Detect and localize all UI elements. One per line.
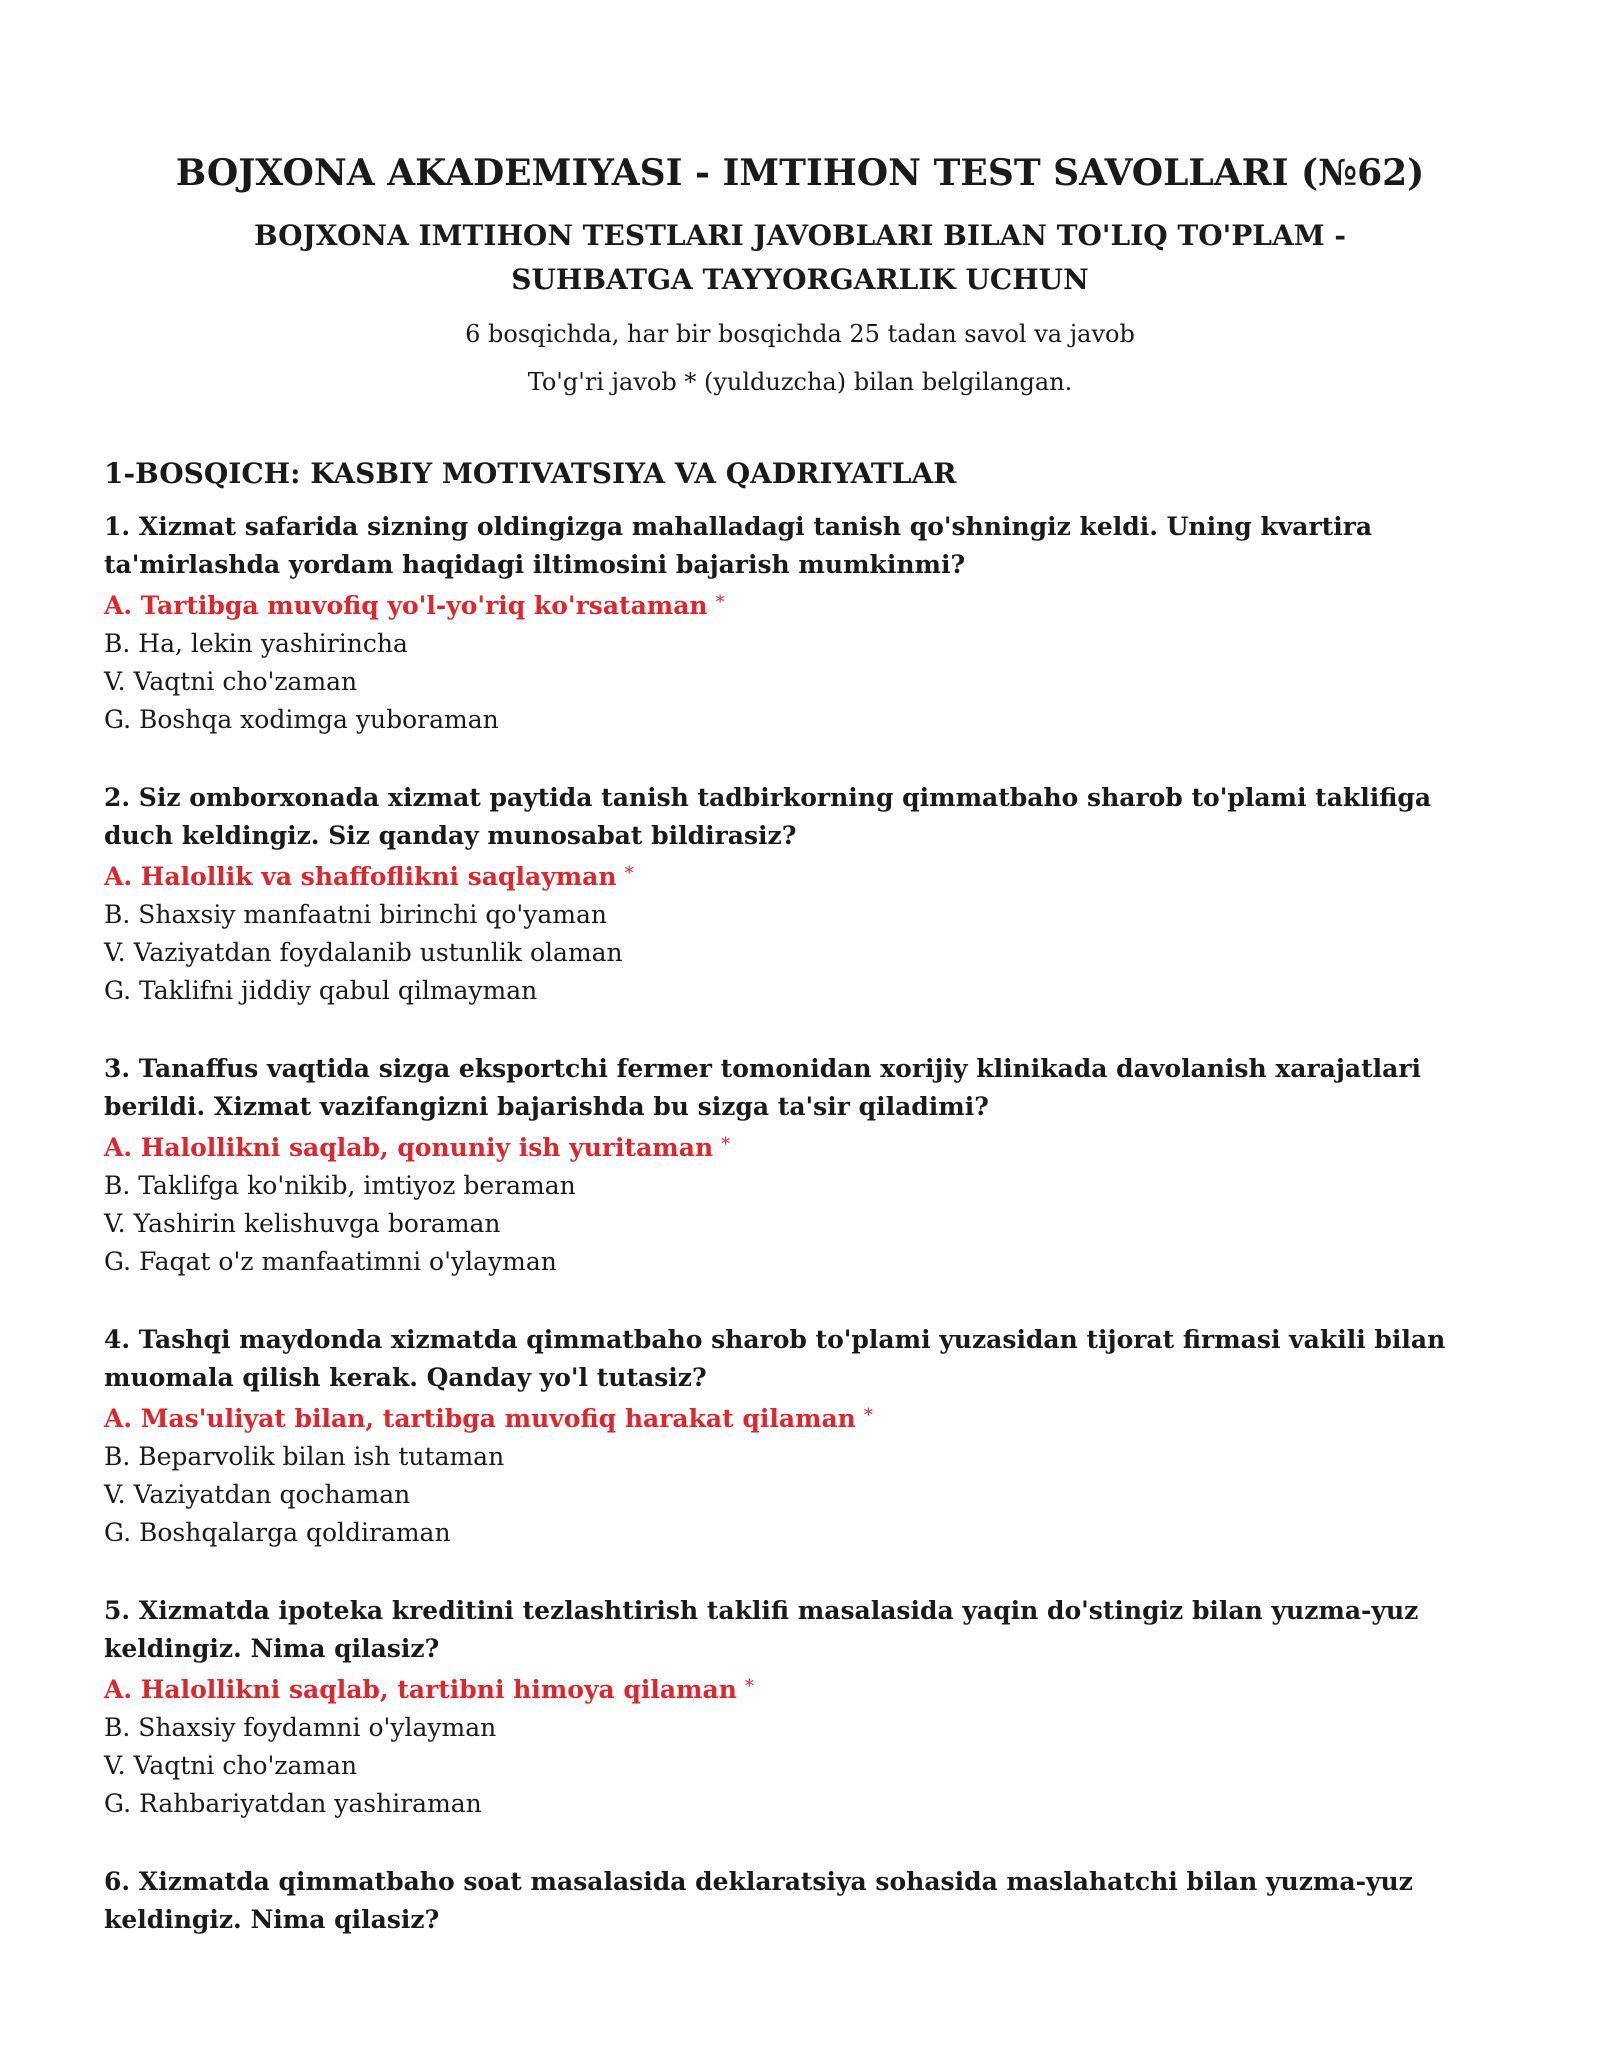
question-1 xyxy=(104,508,1496,739)
correct-marker: * xyxy=(715,592,725,613)
question-text: 1. Xizmat safarida sizning oldingizga mahalladagi tanish qo'shningiz keldi. Uning kvartira ta'mirlashda yordam haqidagi iltimosini bajarish mumkinmi? xyxy=(104,512,1373,579)
answer-option-b: B. Beparvolik bilan ish tutaman xyxy=(104,1442,505,1471)
answer-label: A. Halollik va shaffoflikni saqlayman xyxy=(104,862,617,891)
answer-option-g: G. Faqat o'z manfaatimni o'ylayman xyxy=(104,1247,557,1276)
answer-label: A. Tartibga muvofiq yo'l-yo'riq ko'rsataman xyxy=(104,591,708,620)
question-2 xyxy=(104,779,1496,1010)
answer-options xyxy=(104,1668,1496,1823)
answer-option-g: G. Taklifni jiddiy qabul qilmayman xyxy=(104,976,538,1005)
correct-answer xyxy=(104,1397,1496,1438)
answer-option-b: B. Taklifga ko'nikib, imtiyoz beraman xyxy=(104,1171,576,1200)
answer-option-v: V. Vaqtni cho'zaman xyxy=(104,1751,358,1780)
answer-option-v: V. Vaziyatdan qochaman xyxy=(104,1480,411,1509)
answer-option-v: V. Vaziyatdan foydalanib ustunlik olaman xyxy=(104,938,623,967)
answer-options xyxy=(104,584,1496,739)
answer-option-g: G. Boshqa xodimga yuboraman xyxy=(104,705,499,734)
answer-option-g: G. Boshqalarga qoldiraman xyxy=(104,1518,451,1547)
question-4 xyxy=(104,1321,1496,1552)
question-text: 6. Xizmatda qimmatbaho soat masalasida deklaratsiya sohasida maslahatchi bilan yuzma-yuz keldingiz. Nima qilasiz? xyxy=(104,1867,1413,1934)
document-title: BOJXONA AKADEMIYASI - IMTIHON TEST SAVOLLARI (№62) xyxy=(175,152,1425,194)
answer-option-g: G. Rahbariyatdan yashiraman xyxy=(104,1789,482,1818)
question-text: 5. Xizmatda ipoteka kreditini tezlashtirish taklifi masalasida yaqin do'stingiz bilan yuzma-yuz keldingiz. Nima qilasiz? xyxy=(104,1596,1419,1663)
question-text: 3. Tanaffus vaqtida sizga eksportchi fermer tomonidan xorijiy klinikada davolanish xarajatlari berildi. Xizmat vazifangizni bajarishda bu sizga ta'sir qiladimi? xyxy=(104,1054,1422,1121)
question-3 xyxy=(104,1050,1496,1281)
correct-marker: * xyxy=(863,1405,873,1426)
correct-answer xyxy=(104,1126,1496,1167)
answer-option-b: B. Ha, lekin yashirincha xyxy=(104,629,408,658)
answer-options xyxy=(104,1397,1496,1552)
answer-option-v: V. Yashirin kelishuvga boraman xyxy=(104,1209,501,1238)
correct-marker: * xyxy=(721,1134,731,1155)
document-subtitle: BOJXONA IMTIHON TESTLARI JAVOBLARI BILAN TO'LIQ TO'PLAM - SUHBATGA TAYYORGARLIK UCHUN xyxy=(253,219,1347,296)
correct-answer xyxy=(104,855,1496,896)
correct-marker: * xyxy=(624,863,634,884)
question-text: 4. Tashqi maydonda xizmatda qimmatbaho sharob to'plami yuzasidan tijorat firmasi vakili bilan muomala qilish kerak. Qanday yo'l tutasiz? xyxy=(104,1325,1446,1392)
question-6 xyxy=(104,1863,1496,1939)
answer-label: A. Mas'uliyat bilan, tartibga muvofiq harakat qilaman xyxy=(104,1404,856,1433)
answer-option-b: B. Shaxsiy manfaatni birinchi qo'yaman xyxy=(104,900,608,929)
answer-option-v: V. Vaqtni cho'zaman xyxy=(104,667,358,696)
answer-option-b: B. Shaxsiy foydamni o'ylayman xyxy=(104,1713,497,1742)
correct-answer xyxy=(104,1668,1496,1709)
answer-label: A. Halollikni saqlab, qonuniy ish yuritaman xyxy=(104,1133,714,1162)
section-heading: 1-BOSQICH: KASBIY MOTIVATSIYA VA QADRIYATLAR xyxy=(104,457,957,490)
correct-marker: * xyxy=(744,1676,754,1697)
question-5 xyxy=(104,1592,1496,1823)
info-line-stages: 6 bosqichda, har bir bosqichda 25 tadan savol va javob xyxy=(465,320,1135,348)
info-line-marker: To'g'ri javob * (yulduzcha) bilan belgilangan. xyxy=(527,368,1073,396)
question-text: 2. Siz omborxonada xizmat paytida tanish tadbirkorning qimmatbaho sharob to'plami taklifiga duch keldingiz. Siz qanday munosabat bildirasiz? xyxy=(104,783,1432,850)
answer-label: A. Halollikni saqlab, tartibni himoya qilaman xyxy=(104,1675,737,1704)
correct-answer xyxy=(104,584,1496,625)
answer-options xyxy=(104,855,1496,1010)
answer-options xyxy=(104,1126,1496,1281)
